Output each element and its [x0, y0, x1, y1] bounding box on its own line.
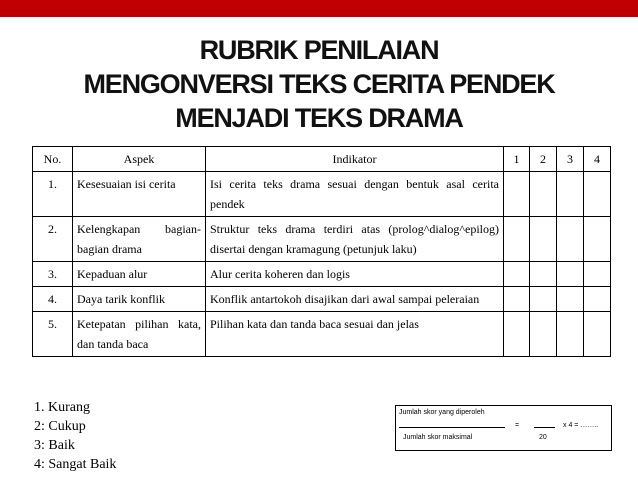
title-line-3: MENJADI TEKS DRAMA	[175, 103, 463, 133]
table-row	[33, 262, 611, 287]
header-no: No.	[33, 147, 73, 172]
table-row	[33, 172, 611, 217]
score-cell	[557, 287, 584, 312]
legend-item: 1. Kurang	[34, 400, 90, 415]
score-formula-box	[395, 405, 612, 451]
score-cell	[530, 287, 557, 312]
row-no: 1.	[33, 172, 73, 217]
score-cell	[504, 262, 530, 287]
page-title	[0, 33, 638, 135]
score-cell	[530, 172, 557, 217]
score-cell	[584, 262, 611, 287]
header-indikator: Indikator	[206, 147, 504, 172]
score-cell	[557, 217, 584, 262]
row-no: 2.	[33, 217, 73, 262]
row-aspek: Kelengkapan bagian-bagian drama	[73, 217, 206, 262]
formula-numerator: Jumlah skor yang diperoleh	[399, 409, 485, 416]
row-no: 5.	[33, 312, 73, 357]
table-header-row	[33, 147, 611, 172]
score-cell	[584, 172, 611, 217]
formula-multiplier: x 4 = ……..	[563, 422, 599, 429]
row-aspek: Ketepatan pilihan kata, dan tanda baca	[73, 312, 206, 357]
header-score-3: 3	[557, 147, 584, 172]
legend-item: 4: Sangat Baik	[34, 457, 117, 472]
row-no: 4.	[33, 287, 73, 312]
header-score-2: 2	[530, 147, 557, 172]
score-cell	[530, 312, 557, 357]
header-score-4: 4	[584, 147, 611, 172]
formula-denominator: Jumlah skor maksimal	[403, 434, 473, 441]
formula-max-score: 20	[539, 434, 547, 441]
blank-line	[534, 427, 555, 428]
row-aspek: Kesesuaian isi cerita	[73, 172, 206, 217]
row-indikator: Isi cerita teks drama sesuai dengan bentuk asal cerita pendek	[206, 172, 504, 217]
score-cell	[584, 217, 611, 262]
table-row	[33, 287, 611, 312]
row-indikator: Pilihan kata dan tanda baca sesuai dan jelas	[206, 312, 504, 357]
row-aspek: Kepaduan alur	[73, 262, 206, 287]
score-cell	[584, 312, 611, 357]
formula-equals: =	[515, 422, 520, 429]
header-aspek: Aspek	[73, 147, 206, 172]
legend-item: 3: Baik	[34, 438, 75, 453]
score-cell	[530, 262, 557, 287]
score-cell	[504, 287, 530, 312]
legend-item: 2: Cukup	[34, 419, 86, 434]
score-cell	[504, 172, 530, 217]
rubric-table	[32, 146, 611, 357]
score-cell	[504, 217, 530, 262]
row-indikator: Alur cerita koheren dan logis	[206, 262, 504, 287]
title-line-1: RUBRIK PENILAIAN	[199, 35, 439, 65]
score-cell	[530, 217, 557, 262]
table-row	[33, 217, 611, 262]
title-line-2: MENGONVERSI TEKS CERITA PENDEK	[83, 69, 555, 99]
row-no: 3.	[33, 262, 73, 287]
row-indikator: Konflik antartokoh disajikan dari awal sampai peleraian	[206, 287, 504, 312]
score-legend	[34, 398, 116, 474]
score-cell	[557, 172, 584, 217]
row-indikator: Struktur teks drama terdiri atas (prolog^dialog^epilog) disertai dengan kramagung (petunjuk laku)	[206, 217, 504, 262]
score-cell	[557, 312, 584, 357]
top-accent-bar	[0, 0, 638, 17]
score-cell	[504, 312, 530, 357]
header-score-1: 1	[504, 147, 530, 172]
row-aspek: Daya tarik konflik	[73, 287, 206, 312]
table-row	[33, 312, 611, 357]
score-cell	[584, 287, 611, 312]
fraction-line	[399, 427, 505, 428]
score-cell	[557, 262, 584, 287]
